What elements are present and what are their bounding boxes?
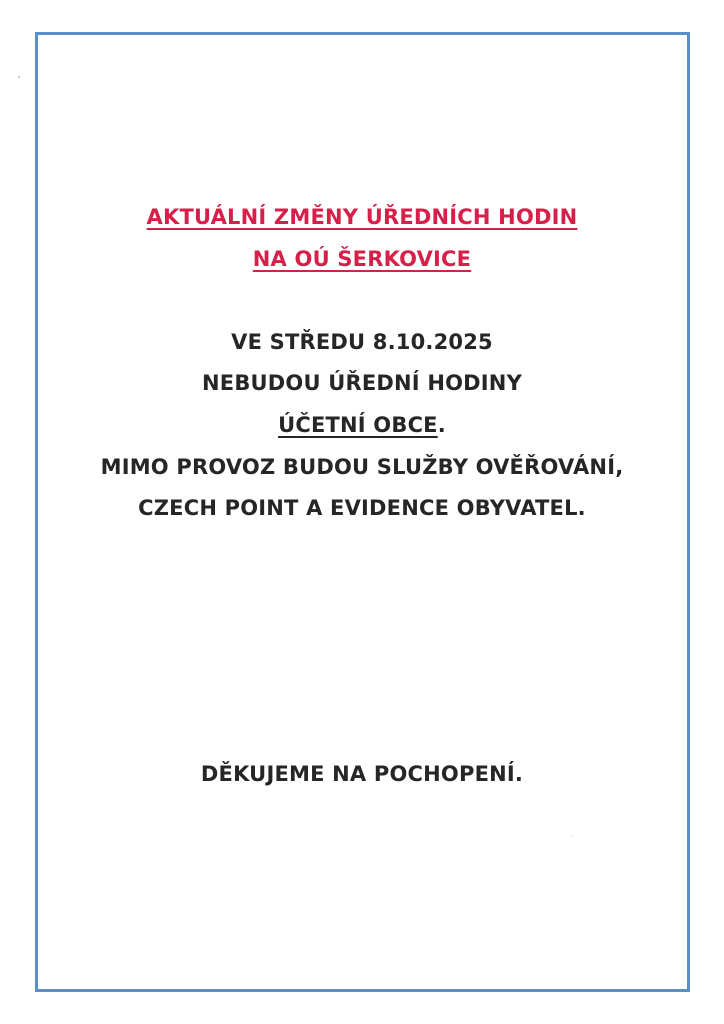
scan-speck bbox=[18, 76, 20, 78]
notice-hours-line: NEBUDOU ÚŘEDNÍ HODINY bbox=[202, 371, 522, 395]
notice-department-period: . bbox=[437, 413, 446, 437]
notice-date-line: VE STŘEDU 8.10.2025 bbox=[231, 330, 493, 354]
notice-services-line-2: CZECH POINT A EVIDENCE OBYVATEL. bbox=[138, 496, 586, 520]
notice-services-line-1: MIMO PROVOZ BUDOU SLUŽBY OVĚŘOVÁNÍ, bbox=[100, 455, 624, 479]
notice-department-name: ÚČETNÍ OBCE bbox=[278, 413, 438, 437]
scan-speck bbox=[572, 836, 573, 837]
notice-title-line-2: NA OÚ ŠERKOVICE bbox=[252, 247, 472, 271]
notice-closing: DĚKUJEME NA POCHOPENÍ. bbox=[200, 762, 524, 786]
notice-department-line bbox=[0, 413, 724, 437]
notice-title-line-1: AKTUÁLNÍ ZMĚNY ÚŘEDNÍCH HODIN bbox=[146, 205, 578, 229]
